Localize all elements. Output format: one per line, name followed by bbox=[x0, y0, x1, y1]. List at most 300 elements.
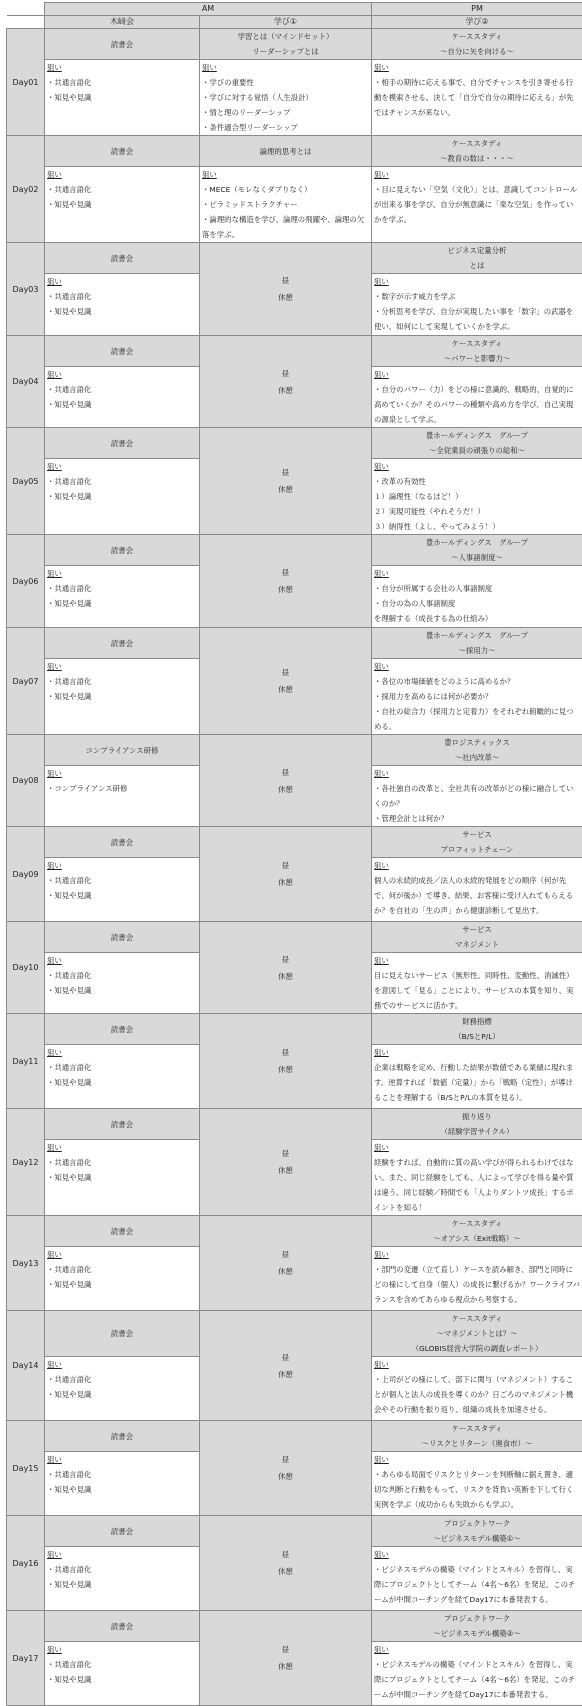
header-corner-2 bbox=[7, 16, 45, 29]
day-label: Day08 bbox=[7, 735, 45, 827]
col-c-title-line: プロジェクトワーク bbox=[372, 1516, 582, 1531]
day-title-row bbox=[7, 336, 582, 367]
col-a-item: ・共通言語化 bbox=[47, 1562, 197, 1577]
lunch-break bbox=[200, 428, 372, 535]
aim-label: 狙い bbox=[374, 1357, 580, 1372]
col-b-item: ・ピラミッドストラクチャー bbox=[202, 197, 369, 212]
col-a-body bbox=[45, 566, 200, 628]
col-c-title bbox=[372, 1216, 582, 1247]
col-a-body bbox=[45, 1247, 200, 1311]
col-a-item: ・知見や見識 bbox=[47, 1170, 197, 1185]
header-col-b[interactable]: 学び① bbox=[200, 16, 372, 29]
col-c-title bbox=[372, 1421, 582, 1452]
col-a-title bbox=[45, 922, 200, 953]
col-a-title-line: 読書会 bbox=[45, 1117, 199, 1132]
col-a-item: ・共通言語化 bbox=[47, 1155, 197, 1170]
day-title-row bbox=[7, 1216, 582, 1247]
col-a-title-line: 読書会 bbox=[45, 1429, 199, 1444]
aim-label: 狙い bbox=[47, 367, 197, 382]
aim-label: 狙い bbox=[47, 274, 197, 289]
col-c-item: １）論理性（なるほど！） bbox=[374, 489, 580, 504]
col-c-item: 目に見えないサービス（無形性、同時性、変動性、消滅性）を意図して「見る」ことにより、サービスの本質を知り、実務でのサービスに活かす。 bbox=[374, 968, 580, 1013]
header-am[interactable]: AM bbox=[45, 3, 372, 16]
col-a-item: ・共通言語化 bbox=[47, 1262, 197, 1277]
day-label: Day07 bbox=[7, 628, 45, 735]
col-a-title bbox=[45, 1109, 200, 1140]
col-b-item: ・学びの重要性 bbox=[202, 75, 369, 90]
col-b-item: ・論理的な構造を学び、論理の飛躍や、論理の欠落を学ぶ。 bbox=[202, 212, 369, 242]
col-c-item: ・分析思考を学び、自分が実現したい事を「数字」の武器を使い、如何にして実現していくかを学ぶ。 bbox=[374, 304, 580, 334]
col-c-item: ・数字が示す威力を学ぶ bbox=[374, 289, 580, 304]
aim-label: 狙い bbox=[374, 659, 580, 674]
day-label: Day06 bbox=[7, 535, 45, 628]
lunch-text: 昼 bbox=[200, 1349, 371, 1366]
aim-label: 狙い bbox=[47, 659, 197, 674]
col-a-body bbox=[45, 858, 200, 922]
col-c-body bbox=[372, 1452, 582, 1516]
lunch-break bbox=[200, 1311, 372, 1421]
col-a-item: ・共通言語化 bbox=[47, 289, 197, 304]
aim-label: 狙い bbox=[374, 1642, 580, 1657]
col-a-body bbox=[45, 1452, 200, 1516]
day-label: Day02 bbox=[7, 136, 45, 243]
col-c-title-line: プロフィットチェーン bbox=[372, 842, 582, 857]
col-c-item: ・改革の有効性 bbox=[374, 474, 580, 489]
aim-label: 狙い bbox=[374, 274, 580, 289]
aim-label: 狙い bbox=[374, 459, 580, 474]
day-label: Day15 bbox=[7, 1421, 45, 1516]
day-label: Day16 bbox=[7, 1516, 45, 1611]
col-a-body bbox=[45, 367, 200, 428]
col-c-body bbox=[372, 1140, 582, 1216]
col-c-title-line: ～リスクとリターン（奥食市）～ bbox=[372, 1436, 582, 1451]
col-a-title-line: 読書会 bbox=[45, 835, 199, 850]
aim-label: 狙い bbox=[47, 459, 197, 474]
lunch-text: 昼 bbox=[200, 272, 371, 289]
col-a-title bbox=[45, 827, 200, 858]
col-a-item: ・知見や見識 bbox=[47, 197, 197, 212]
col-c-title-line: ケーススタディ bbox=[372, 29, 582, 44]
col-c-title-line: （B/SとP/L） bbox=[372, 1029, 582, 1044]
col-c-item: ３）納得性（よし、やってみよう！） bbox=[374, 519, 580, 534]
col-c-title-line: ～ビジネスモデル構築①～ bbox=[372, 1531, 582, 1546]
col-c-title-line: 財務指標 bbox=[372, 1014, 582, 1029]
day-body-row bbox=[7, 167, 582, 243]
col-a-title bbox=[45, 1516, 200, 1547]
col-c-item: ・ビジネスモデルの構築（マインドとスキル）を習得し、実際にプロジェクトとしてチーム（4名～6名）を発足、このチームが中間コーチングを経てDay17に本番発表する。 bbox=[374, 1657, 580, 1702]
col-a-item: ・知見や見識 bbox=[47, 1482, 197, 1497]
lunch-text: 昼 bbox=[200, 664, 371, 681]
aim-label: 狙い bbox=[374, 60, 580, 75]
col-a-body bbox=[45, 953, 200, 1014]
lunch-text: 休憩 bbox=[200, 382, 371, 399]
col-c-title bbox=[372, 922, 582, 953]
header-col-a[interactable]: 木﨑会 bbox=[45, 16, 200, 29]
schedule-table bbox=[6, 2, 582, 1706]
lunch-text: 昼 bbox=[200, 464, 371, 481]
header-corner bbox=[7, 3, 45, 16]
col-a-body bbox=[45, 1140, 200, 1216]
col-c-title bbox=[372, 1109, 582, 1140]
col-c-item: ・ビジネスモデルの構築（マインドとスキル）を習得し、実際にプロジェクトとしてチーム（4名～6名）を発足、このチームが中間コーチングを経てDay17に本番発表する。 bbox=[374, 1562, 580, 1607]
lunch-text: 休憩 bbox=[200, 1162, 371, 1179]
col-a-item: ・知見や見識 bbox=[47, 1075, 197, 1090]
col-c-item: ２）実現可能性（やれそうだ！） bbox=[374, 504, 580, 519]
aim-label: 狙い bbox=[47, 1452, 197, 1467]
col-a-body bbox=[45, 659, 200, 735]
col-a-item: ・知見や見識 bbox=[47, 1387, 197, 1402]
col-c-title bbox=[372, 628, 582, 659]
day-title-row bbox=[7, 1109, 582, 1140]
col-a-item: ・共通言語化 bbox=[47, 1372, 197, 1387]
lunch-break bbox=[200, 1216, 372, 1311]
day-label: Day04 bbox=[7, 336, 45, 428]
col-a-item: ・共通言語化 bbox=[47, 75, 197, 90]
day-title-row bbox=[7, 1516, 582, 1547]
col-c-item: 企業は戦略を定め、行動した結果が数値である業績に現れます。逆算すれば「数値（定量）」から「戦略（定性）」が導けることを理解する（B/SとP/Lの本質を見る）。 bbox=[374, 1060, 580, 1105]
lunch-text: 昼 bbox=[200, 564, 371, 581]
day-title-row bbox=[7, 735, 582, 766]
col-c-body bbox=[372, 1045, 582, 1109]
day-label: Day12 bbox=[7, 1109, 45, 1216]
col-a-title-line: 読書会 bbox=[45, 37, 199, 52]
col-a-title bbox=[45, 29, 200, 60]
col-c-title-line: サービス bbox=[372, 922, 582, 937]
col-c-item: ・自分が所属する会社の人事諸制度 bbox=[374, 581, 580, 596]
day-label: Day13 bbox=[7, 1216, 45, 1311]
lunch-text: 休憩 bbox=[200, 874, 371, 891]
schedule-body bbox=[7, 3, 582, 1706]
col-c-body bbox=[372, 566, 582, 628]
col-b-title-line: 学習とは（マインドセット） bbox=[200, 29, 371, 44]
col-c-body bbox=[372, 766, 582, 827]
lunch-text: 休憩 bbox=[200, 581, 371, 598]
day-title-row bbox=[7, 1421, 582, 1452]
col-a-title-line: 読書会 bbox=[45, 930, 199, 945]
col-a-body bbox=[45, 274, 200, 336]
day-label: Day17 bbox=[7, 1611, 45, 1706]
col-a-title bbox=[45, 1014, 200, 1045]
day-label: Day09 bbox=[7, 827, 45, 922]
col-c-title-line: ケーススタディ bbox=[372, 336, 582, 351]
col-b-title-line: リーダーシップとは bbox=[200, 44, 371, 59]
col-c-title-line: ビジネス定量分析 bbox=[372, 243, 582, 258]
col-b-item: ・学びに対する覚悟（人生設計） bbox=[202, 90, 369, 105]
col-a-title bbox=[45, 336, 200, 367]
day-label: Day10 bbox=[7, 922, 45, 1014]
lunch-text: 休憩 bbox=[200, 1563, 371, 1580]
col-c-title-line: マネジメント bbox=[372, 937, 582, 952]
col-b-body bbox=[200, 167, 372, 243]
lunch-break bbox=[200, 1611, 372, 1706]
lunch-break bbox=[200, 1516, 372, 1611]
col-c-title-line: ケーススタディ bbox=[372, 1216, 582, 1231]
col-c-title-line: 振り返り bbox=[372, 1109, 582, 1124]
lunch-break bbox=[200, 1109, 372, 1216]
col-a-body bbox=[45, 766, 200, 827]
aim-label: 狙い bbox=[374, 766, 580, 781]
lunch-text: 昼 bbox=[200, 1246, 371, 1263]
day-label: Day01 bbox=[7, 29, 45, 136]
col-a-title bbox=[45, 428, 200, 459]
lunch-text: 昼 bbox=[200, 365, 371, 382]
col-c-title-line: ～社内改革～ bbox=[372, 750, 582, 765]
col-c-item: ・相手の期待に応える事で、自分でチャンスを引き寄せる行動を模索させる。決して「自分で自分の期待に応える」が先ではチャンスが来ない。 bbox=[374, 75, 580, 120]
col-c-item: ・自分の為の人事諸制度 bbox=[374, 596, 580, 611]
col-a-title bbox=[45, 243, 200, 274]
lunch-text: 休憩 bbox=[200, 1263, 371, 1280]
lunch-text: 昼 bbox=[200, 1451, 371, 1468]
aim-label: 狙い bbox=[47, 167, 197, 182]
col-a-title bbox=[45, 535, 200, 566]
aim-label: 狙い bbox=[374, 1045, 580, 1060]
col-c-item: ・各位の市場価値をどのように高めるか？ bbox=[374, 674, 580, 689]
col-c-item: ・各社独自の改革と、全社共有の改革がどの様に融合していくのか？ bbox=[374, 781, 580, 811]
col-a-item: ・知見や見識 bbox=[47, 1672, 197, 1687]
col-a-body bbox=[45, 1045, 200, 1109]
lunch-break bbox=[200, 336, 372, 428]
col-b-title bbox=[200, 29, 372, 60]
col-c-item: 個人の永続的成長／法人の永続的発展をどの順序（何が先で、何が後か）で導き、結果、お客様に受け入れてもらえるか？を自社の「生の声」から健康診断して見出す。 bbox=[374, 873, 580, 918]
col-c-title-line: （経験学習サイクル） bbox=[372, 1124, 582, 1139]
lunch-text: 休憩 bbox=[200, 289, 371, 306]
col-c-item: ・採用力を高めるには何が必要か？ bbox=[374, 689, 580, 704]
col-c-title bbox=[372, 336, 582, 367]
col-a-body bbox=[45, 167, 200, 243]
col-b-title bbox=[200, 136, 372, 167]
lunch-break bbox=[200, 1421, 372, 1516]
aim-label: 狙い bbox=[202, 167, 369, 182]
col-a-item: ・共通言語化 bbox=[47, 474, 197, 489]
aim-label: 狙い bbox=[47, 1045, 197, 1060]
lunch-break bbox=[200, 243, 372, 336]
col-c-title-line: 豊ホールディングス グループ bbox=[372, 535, 582, 550]
col-a-item: ・知見や見識 bbox=[47, 983, 197, 998]
col-a-item: ・共通言語化 bbox=[47, 182, 197, 197]
aim-label: 狙い bbox=[47, 1642, 197, 1657]
col-c-body bbox=[372, 167, 582, 243]
col-c-item: ・あらゆる局面でリスクとリターンを判断軸に据え置き、適切な判断と行動をもって、リスクを背負い英断を下して行く実例を学ぶ（成功からも失敗からも学ぶ）。 bbox=[374, 1467, 580, 1512]
aim-label: 狙い bbox=[47, 1247, 197, 1262]
col-a-title-line: 読書会 bbox=[45, 1524, 199, 1539]
lunch-text: 昼 bbox=[200, 764, 371, 781]
col-b-body bbox=[200, 60, 372, 136]
col-c-body bbox=[372, 367, 582, 428]
day-label: Day11 bbox=[7, 1014, 45, 1109]
lunch-text: 休憩 bbox=[200, 968, 371, 985]
col-a-item: ・共通言語化 bbox=[47, 968, 197, 983]
aim-label: 狙い bbox=[47, 953, 197, 968]
col-c-title bbox=[372, 243, 582, 274]
col-a-item: ・共通言語化 bbox=[47, 1657, 197, 1672]
col-c-title bbox=[372, 29, 582, 60]
col-c-item: を理解する（成長する為の仕組み） bbox=[374, 611, 580, 626]
col-c-title bbox=[372, 1516, 582, 1547]
aim-label: 狙い bbox=[374, 858, 580, 873]
col-c-title bbox=[372, 1311, 582, 1357]
col-c-body bbox=[372, 858, 582, 922]
col-c-title-line: とは bbox=[372, 258, 582, 273]
lunch-text: 休憩 bbox=[200, 481, 371, 498]
lunch-text: 昼 bbox=[200, 1641, 371, 1658]
col-a-item: ・知見や見識 bbox=[47, 689, 197, 704]
col-a-title bbox=[45, 1611, 200, 1642]
col-c-title-line: プロジェクトワーク bbox=[372, 1611, 582, 1626]
aim-label: 狙い bbox=[374, 1547, 580, 1562]
col-a-item: ・共通言語化 bbox=[47, 674, 197, 689]
col-a-title-line: 読書会 bbox=[45, 1326, 199, 1341]
col-c-title-line: ～教育の数は・・・～ bbox=[372, 151, 582, 166]
day-title-row bbox=[7, 628, 582, 659]
aim-label: 狙い bbox=[47, 1547, 197, 1562]
col-c-title-line: ケーススタディ bbox=[372, 1421, 582, 1436]
col-c-title bbox=[372, 827, 582, 858]
col-a-title-line: 読書会 bbox=[45, 1022, 199, 1037]
col-c-body bbox=[372, 1547, 582, 1611]
schedule-sheet bbox=[0, 2, 582, 1628]
col-a-title-line: 読書会 bbox=[45, 1619, 199, 1634]
day-title-row bbox=[7, 827, 582, 858]
lunch-text: 休憩 bbox=[200, 1366, 371, 1383]
col-c-title bbox=[372, 535, 582, 566]
col-a-item: ・知見や見識 bbox=[47, 304, 197, 319]
day-label: Day03 bbox=[7, 243, 45, 336]
aim-label: 狙い bbox=[374, 167, 580, 182]
col-c-title-line: （GLOBIS経営大学院の調査レポート） bbox=[372, 1341, 582, 1356]
col-c-item: ・自社の総合力（採用力と定着力）をそれぞれ俯瞰的に見つめる。 bbox=[374, 704, 580, 734]
col-c-title-line: ～人事諸制度～ bbox=[372, 550, 582, 565]
aim-label: 狙い bbox=[47, 766, 197, 781]
lunch-text: 昼 bbox=[200, 1546, 371, 1563]
col-c-title bbox=[372, 735, 582, 766]
lunch-break bbox=[200, 827, 372, 922]
lunch-break bbox=[200, 922, 372, 1014]
col-c-item: ・管理会計とは何か？ bbox=[374, 811, 580, 826]
col-a-title-line: 読書会 bbox=[45, 436, 199, 451]
col-a-item: ・知見や見識 bbox=[47, 1277, 197, 1292]
col-a-title-line: 読書会 bbox=[45, 344, 199, 359]
day-title-row bbox=[7, 1611, 582, 1642]
col-a-body bbox=[45, 1642, 200, 1706]
lunch-text: 昼 bbox=[200, 1044, 371, 1061]
aim-label: 狙い bbox=[47, 1357, 197, 1372]
col-a-item: ・共通言語化 bbox=[47, 382, 197, 397]
col-c-body bbox=[372, 953, 582, 1014]
lunch-text: 休憩 bbox=[200, 1658, 371, 1675]
day-title-row bbox=[7, 1311, 582, 1357]
col-c-title bbox=[372, 136, 582, 167]
col-b-item: ・MECE（モレなくダブりなく） bbox=[202, 182, 369, 197]
lunch-text: 休憩 bbox=[200, 1061, 371, 1078]
col-a-title-line: 読書会 bbox=[45, 543, 199, 558]
col-c-title-line: サービス bbox=[372, 827, 582, 842]
aim-label: 狙い bbox=[374, 1452, 580, 1467]
col-c-title-line: 豊ロジスティックス bbox=[372, 735, 582, 750]
col-a-item: ・知見や見識 bbox=[47, 888, 197, 903]
col-c-title-line: ～オアシス（Exit戦略）～ bbox=[372, 1231, 582, 1246]
col-a-title bbox=[45, 1311, 200, 1357]
day-title-row bbox=[7, 535, 582, 566]
col-a-title-line: 読書会 bbox=[45, 144, 199, 159]
col-c-body bbox=[372, 60, 582, 136]
lunch-break bbox=[200, 535, 372, 628]
col-c-title-line: 豊ホールディングス グループ bbox=[372, 428, 582, 443]
col-a-item: ・知見や見識 bbox=[47, 1577, 197, 1592]
col-a-body bbox=[45, 1357, 200, 1421]
day-title-row bbox=[7, 1014, 582, 1045]
lunch-break bbox=[200, 628, 372, 735]
day-label: Day05 bbox=[7, 428, 45, 535]
lunch-text: 休憩 bbox=[200, 781, 371, 798]
col-c-body bbox=[372, 1642, 582, 1706]
header-row-period bbox=[7, 3, 582, 16]
col-c-title-line: ケーススタディ bbox=[372, 136, 582, 151]
aim-label: 狙い bbox=[374, 367, 580, 382]
day-label: Day14 bbox=[7, 1311, 45, 1421]
header-col-c[interactable]: 学び② bbox=[372, 16, 582, 29]
day-body-row bbox=[7, 60, 582, 136]
day-title-row bbox=[7, 428, 582, 459]
aim-label: 狙い bbox=[47, 60, 197, 75]
aim-label: 狙い bbox=[47, 858, 197, 873]
col-a-body bbox=[45, 459, 200, 535]
col-a-title bbox=[45, 628, 200, 659]
col-a-title-line: 読書会 bbox=[45, 1224, 199, 1239]
day-title-row bbox=[7, 136, 582, 167]
col-c-item: ・自分のパワー（力）をどの様に意識的、戦略的、自覚的に高めていくか？そのパワーの種類や高め方を学び、自己実現の源泉として学ぶ。 bbox=[374, 382, 580, 427]
day-title-row bbox=[7, 29, 582, 60]
col-c-title bbox=[372, 428, 582, 459]
col-a-item: ・共通言語化 bbox=[47, 581, 197, 596]
col-a-title bbox=[45, 1421, 200, 1452]
col-c-title-line: ～全従業員の頑張りの総和～ bbox=[372, 443, 582, 458]
col-c-title-line: ～採用力～ bbox=[372, 643, 582, 658]
col-c-body bbox=[372, 1247, 582, 1311]
col-a-title-line: 読書会 bbox=[45, 636, 199, 651]
col-c-title bbox=[372, 1611, 582, 1642]
col-c-title-line: ケーススタディ bbox=[372, 1311, 582, 1326]
col-a-item: ・知見や見識 bbox=[47, 397, 197, 412]
col-a-title bbox=[45, 735, 200, 766]
col-c-title-line: ～マネジメントとは？～ bbox=[372, 1326, 582, 1341]
col-c-title-line: ～自分に矢を向ける～ bbox=[372, 44, 582, 59]
lunch-text: 昼 bbox=[200, 857, 371, 874]
col-a-title-line: コンプライアンス研修 bbox=[45, 743, 199, 758]
col-a-title-line: 読書会 bbox=[45, 251, 199, 266]
aim-label: 狙い bbox=[374, 566, 580, 581]
col-c-title-line: ～パワーと影響力～ bbox=[372, 351, 582, 366]
aim-label: 狙い bbox=[374, 1247, 580, 1262]
col-b-item: ・情と理のリーダーシップ bbox=[202, 105, 369, 120]
col-c-title-line: ～ビジネスモデル構築②～ bbox=[372, 1626, 582, 1641]
col-a-item: ・知見や見識 bbox=[47, 596, 197, 611]
col-c-item: 経験をすれば、自動的に質の高い学びが得られるわけではない。また、同じ経験をしても、人によって学びを得る量や質は違う。同じ経験／時間でも「人よりダントツ成長」するポイントを知る！ bbox=[374, 1155, 580, 1215]
col-a-item: ・知見や見識 bbox=[47, 90, 197, 105]
col-b-title-line: 論理的思考とは bbox=[200, 144, 371, 159]
lunch-text: 休憩 bbox=[200, 681, 371, 698]
col-a-item: ・共通言語化 bbox=[47, 1467, 197, 1482]
col-c-body bbox=[372, 1357, 582, 1421]
col-c-item: ・部門の変遷（立て直し）ケースを読み解き、部門と同時にどの様にして自身（個人）の成長に繋げるか？ワークライフバランスを含めてあらゆる視点から考察する。 bbox=[374, 1262, 580, 1307]
aim-label: 狙い bbox=[374, 953, 580, 968]
aim-label: 狙い bbox=[202, 60, 369, 75]
lunch-text: 昼 bbox=[200, 951, 371, 968]
day-title-row bbox=[7, 922, 582, 953]
col-a-item: ・共通言語化 bbox=[47, 873, 197, 888]
day-title-row bbox=[7, 243, 582, 274]
aim-label: 狙い bbox=[47, 566, 197, 581]
header-pm[interactable]: PM bbox=[372, 3, 582, 16]
